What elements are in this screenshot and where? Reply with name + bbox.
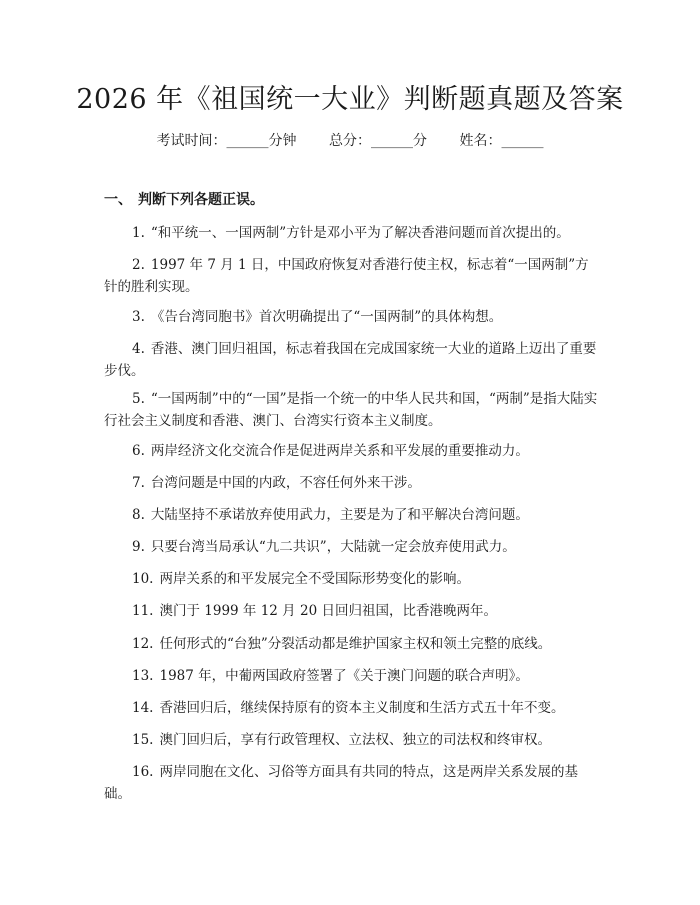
exam-time-blank: ______ <box>226 133 269 149</box>
question-number: 12. <box>132 636 154 652</box>
question-text: 大陆坚持不承诺放弃使用武力，主要是为了和平解决台湾问题。 <box>150 507 529 523</box>
exam-time-unit: 分钟 <box>268 133 297 149</box>
question-number: 16. <box>132 764 154 780</box>
question-number: 14. <box>132 700 154 716</box>
question-text: “和平统一、一国两制”方针是邓小平为了解决香港问题而首次提出的。 <box>150 225 570 241</box>
question-number: 3. <box>132 309 145 325</box>
name-field <box>459 130 543 152</box>
question-text: 任何形式的“台独”分裂活动都是维护国家主权和领土完整的底线。 <box>159 636 552 652</box>
question-text: “一国两制”中的“一国”是指一个统一的中华人民共和国，“两制”是指大陆实行社会主义制度和香港、澳门、台湾实行资本主义制度。 <box>104 391 598 429</box>
total-score-unit: 分 <box>413 133 427 149</box>
section-title: 判断下列各题正误。 <box>138 192 264 208</box>
exam-time-field <box>157 130 297 152</box>
page-title: 2026 年《祖国统一大业》判断题真题及答案 <box>76 84 624 115</box>
question-text: 台湾问题是中国的内政，不容任何外来干涉。 <box>150 475 421 491</box>
section-heading <box>104 189 264 211</box>
question-text: 香港回归后，继续保持原有的资本主义制度和生活方式五十年不变。 <box>159 700 565 716</box>
question-text: 澳门回归后，享有行政管理权、立法权、独立的司法权和终审权。 <box>159 732 551 748</box>
question-item <box>104 536 599 558</box>
question-item <box>104 665 599 687</box>
question-text: 《告台湾同胞书》首次明确提出了“一国两制”的具体构想。 <box>150 309 503 325</box>
question-number: 5. <box>132 391 145 407</box>
exam-info-line <box>0 130 700 152</box>
question-item <box>104 440 599 462</box>
question-number: 9. <box>132 539 145 555</box>
question-number: 8. <box>132 507 145 523</box>
name-label: 姓名： <box>459 133 502 149</box>
question-text: 澳门于 1999 年 12 月 20 日回归祖国，比香港晚两年。 <box>159 603 497 619</box>
question-item <box>104 633 599 655</box>
question-text: 香港、澳门回归祖国，标志着我国在完成国家统一大业的道路上迈出了重要步伐。 <box>104 341 597 379</box>
question-text: 两岸关系的和平发展完全不受国际形势变化的影响。 <box>159 571 470 587</box>
question-item <box>104 338 599 382</box>
question-item <box>104 472 599 494</box>
question-number: 7. <box>132 475 145 491</box>
exam-time-label: 考试时间： <box>156 133 227 149</box>
question-number: 4. <box>132 341 145 357</box>
question-number: 11. <box>132 603 154 619</box>
question-number: 10. <box>132 571 154 587</box>
question-item <box>104 600 599 622</box>
question-item <box>104 568 599 590</box>
question-number: 15. <box>132 732 154 748</box>
question-number: 1. <box>132 225 145 241</box>
section-number: 一、 <box>104 192 132 208</box>
question-item <box>104 222 599 244</box>
question-number: 6. <box>132 443 145 459</box>
question-item <box>104 388 599 432</box>
question-item <box>104 504 599 526</box>
question-text: 两岸同胞在文化、习俗等方面具有共同的特点，这是两岸关系发展的基础。 <box>104 764 578 802</box>
total-score-label: 总分： <box>329 133 371 149</box>
question-text: 只要台湾当局承认“九二共识”，大陆就一定会放弃使用武力。 <box>150 539 516 555</box>
question-item <box>104 306 599 328</box>
total-score-blank: ______ <box>371 133 413 149</box>
question-item <box>104 254 599 298</box>
question-text: 1987 年，中葡两国政府签署了《关于澳门问题的联合声明》。 <box>159 668 529 684</box>
question-item <box>104 729 599 751</box>
question-number: 2. <box>132 257 145 273</box>
question-text: 两岸经济文化交流合作是促进两岸关系和平发展的重要推动力。 <box>150 443 529 459</box>
question-item <box>104 697 599 719</box>
name-blank: ______ <box>501 133 544 149</box>
total-score-field <box>329 130 427 152</box>
question-text: 1997 年 7 月 1 日，中国政府恢复对香港行使主权，标志着“一国两制”方针的胜利实现。 <box>104 257 589 295</box>
question-item <box>104 761 599 805</box>
question-number: 13. <box>132 668 154 684</box>
